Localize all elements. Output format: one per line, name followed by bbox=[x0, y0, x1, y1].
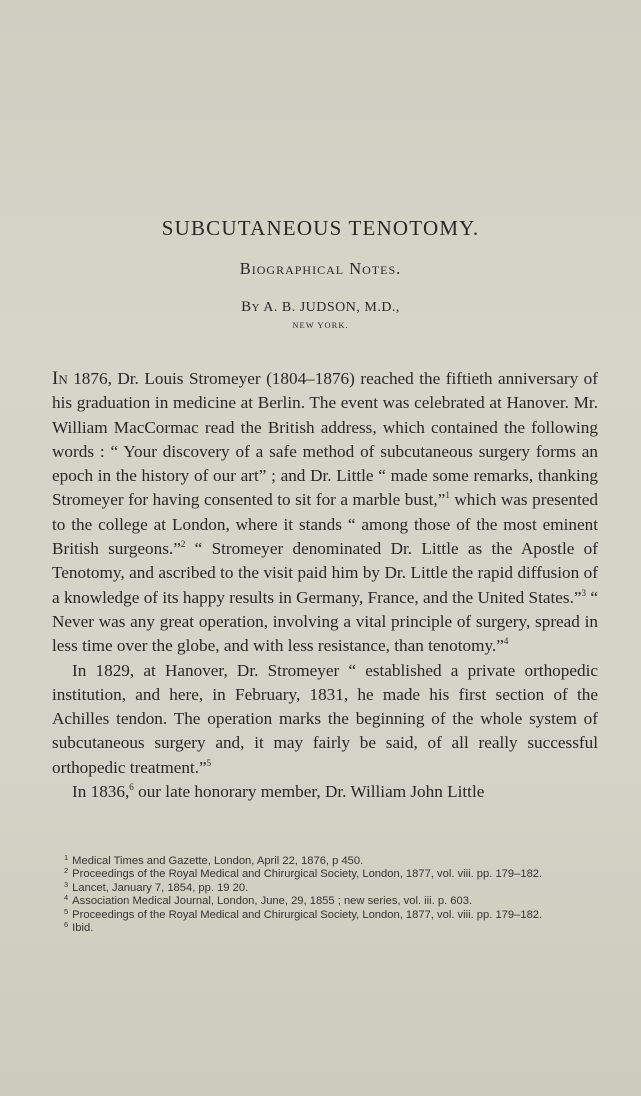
footnote bbox=[52, 906, 598, 922]
footnote-text: Proceedings of the Royal Medical and Chirurgical Society, London, 1877, vol. viii. pp. 179–182. bbox=[72, 908, 543, 921]
footnote-number: 6 bbox=[64, 920, 69, 930]
lead-word: In bbox=[52, 368, 68, 389]
footnotes bbox=[52, 855, 598, 935]
footnote-text: Medical Times and Gazette, London, April 22, 1876, p 450. bbox=[72, 855, 364, 867]
p1-text-4: “ Never was any great operation, involving a vital principle of surgery, spread in less time over the globe, and with less resistance, than tenotomy.” bbox=[52, 587, 598, 656]
p1-text-2: which was presented to the college at London, where it stands “ among those of the most eminent British surgeons.” bbox=[52, 490, 598, 559]
paragraph-3 bbox=[52, 780, 598, 804]
footnote-ref-4: 4 bbox=[503, 636, 509, 647]
author-by: By bbox=[241, 299, 261, 315]
paragraph-2 bbox=[52, 659, 598, 780]
footnote-ref-5: 5 bbox=[206, 757, 212, 768]
article-subtitle: Biographical Notes. bbox=[239, 259, 402, 278]
footnote-text: Proceedings of the Royal Medical and Chirurgical Society, London, 1877, vol. viii. pp. 179–182. bbox=[72, 868, 543, 881]
p1-text-3: “ Stromeyer denominated Dr. Little as the Apostle of Tenotomy, and ascribed to the visit paid him by Dr. Little the rapid diffusion of a knowledge of its happy results in Germany, France, and the United States.” bbox=[52, 539, 598, 607]
footnote-text: Association Medical Journal, London, June, 29, 1855 ; new series, vol. iii. p. 603. bbox=[72, 895, 473, 908]
footnote-number: 5 bbox=[64, 906, 69, 916]
footnote-ref-6: 6 bbox=[129, 782, 134, 793]
paragraph-1 bbox=[52, 367, 598, 659]
footnote bbox=[52, 868, 598, 881]
author-location: NEW YORK. bbox=[292, 320, 349, 330]
p3-text-1: In 1836, bbox=[72, 782, 130, 802]
footnote-number: 3 bbox=[64, 879, 69, 889]
footnote-ref-2: 2 bbox=[180, 539, 186, 550]
p3-text-2: our late honorary member, Dr. William John Little bbox=[133, 782, 485, 802]
article-title: SUBCUTANEOUS TENOTOMY. bbox=[161, 216, 480, 240]
footnote bbox=[52, 879, 598, 895]
footnote-ref-1: 1 bbox=[445, 490, 450, 501]
footnote bbox=[52, 855, 598, 868]
footnote-text: Ibid. bbox=[72, 922, 94, 935]
footnote-number: 4 bbox=[64, 893, 69, 903]
author-line bbox=[0, 298, 641, 317]
footnote-text: Lancet, January 7, 1854, pp. 19 20. bbox=[72, 881, 249, 894]
p2-text-1: In 1829, at Hanover, Dr. Stromeyer “ established a private orthopedic institution, and here, in February, 1831, he made his first section of the Achilles tendon. The operation marks the beginning of the whole system of subcutaneous surgery and, it may fairly be said, of all really successful orthopedic treatment.” bbox=[52, 660, 598, 777]
footnote bbox=[52, 895, 598, 908]
footnote-ref-3: 3 bbox=[581, 587, 587, 598]
p1-text-1: 1876, Dr. Louis Stromeyer (1804–1876) reached the fiftieth anniversary of his graduation in medicine at Berlin. The event was celebrated at Hanover. Mr. William MacCormac read the British address, which contained the following words : “ Your discovery of a safe method of subcutaneous surgery forms an epoch in the history of our art” ; and Dr. Little “ made some remarks, thanking Stromeyer for having consented to sit for a marble bust,” bbox=[52, 369, 598, 510]
body-text bbox=[52, 367, 598, 804]
footnote-number: 1 bbox=[64, 853, 69, 862]
footnote-number: 2 bbox=[64, 866, 69, 876]
author-name: A. B. JUDSON, M.D., bbox=[263, 300, 400, 315]
footnote bbox=[52, 922, 598, 935]
